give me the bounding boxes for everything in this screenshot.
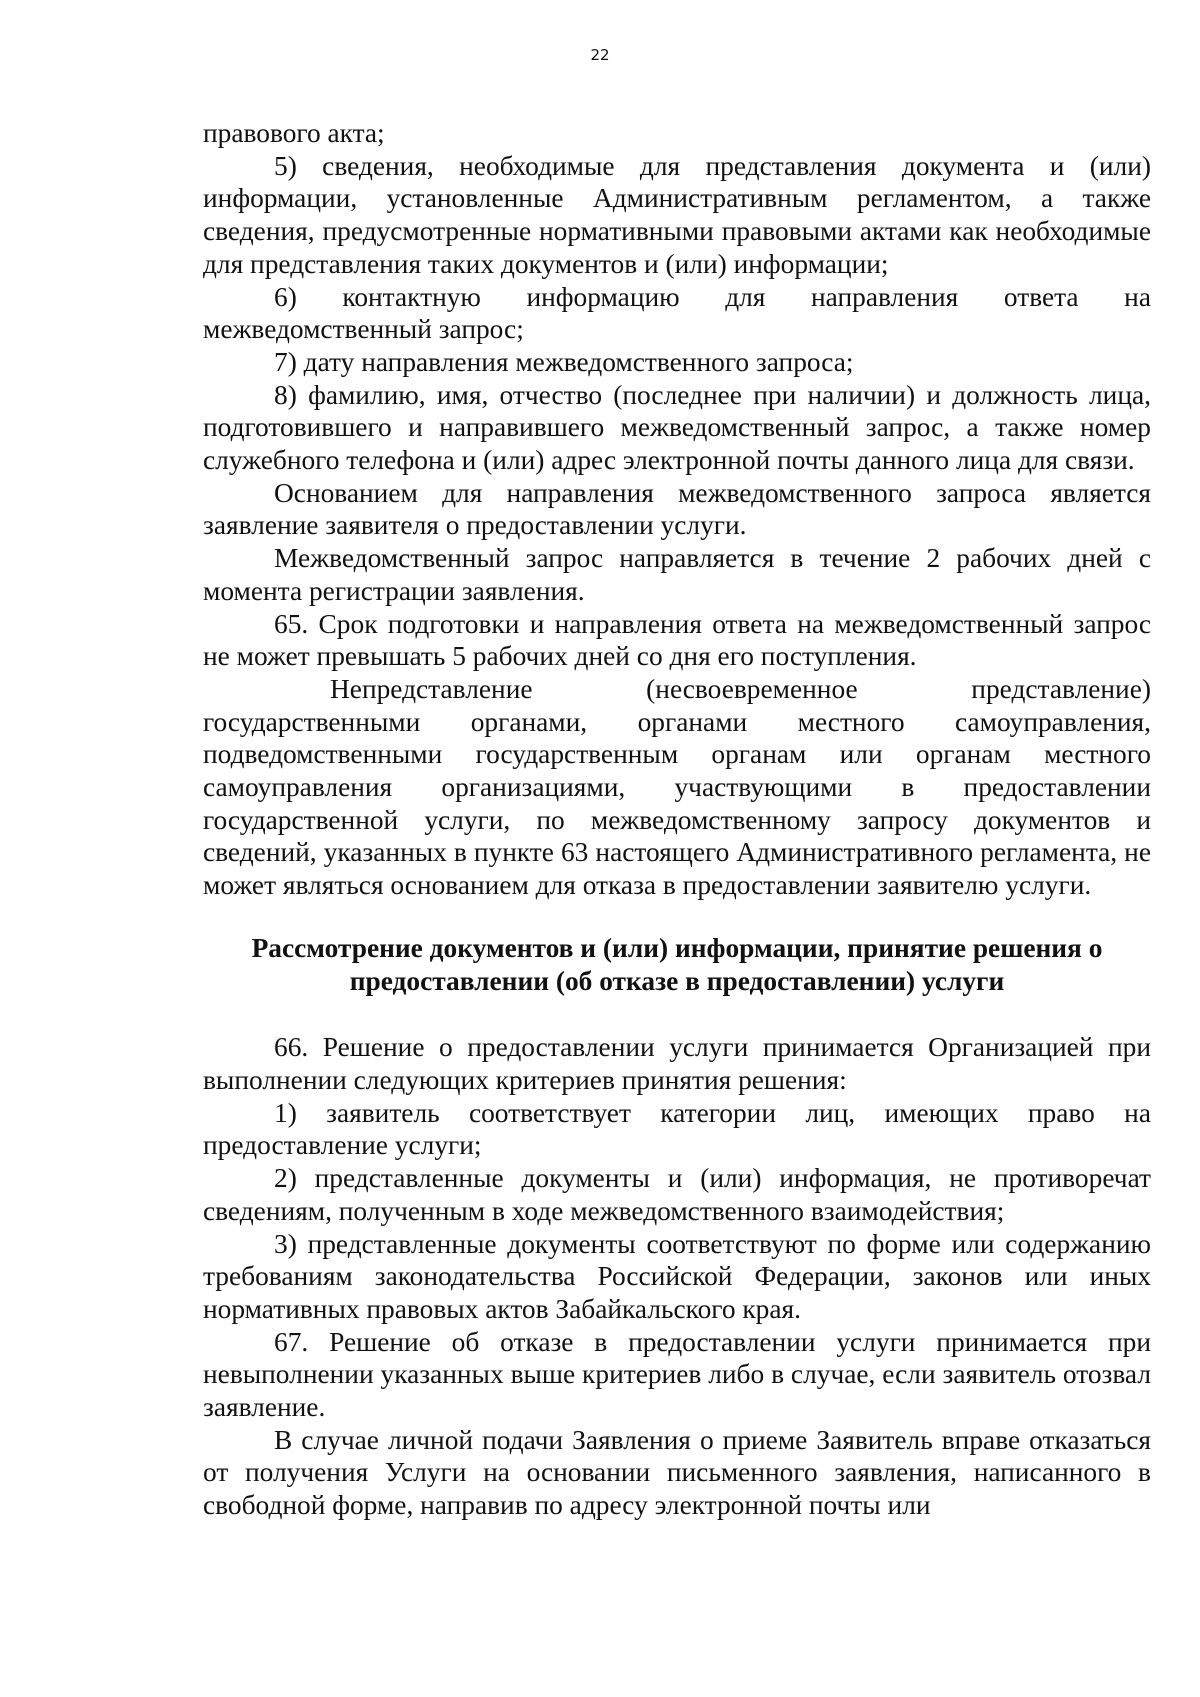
paragraph-criterion-2: 2) представленные документы и (или) информация, не противоречат сведениям, полученным в ходе межведомственного взаимодействия; [203,1163,1151,1226]
section-heading-line-2: предоставлении (об отказе в предоставлении) услуги [349,965,1005,996]
section-heading [203,932,1151,997]
paragraph-item-8: 8) фамилию, имя, отчество (последнее при наличии) и должность лица, подготовившего и направившего межведомственный запрос, а также номер служебного телефона и (или) адрес электронной почты данного лица для связи. [203,379,1151,476]
paragraph-refusal: В случае личной подачи Заявления о приеме Заявитель вправе отказаться от получения Услуги на основании письменного заявления, написанного в свободной форме, направив по адресу электронной почты или [203,1424,1151,1521]
paragraph-nonsubmission: Непредставление (несвоевременное представление) государственными органами, органами местного самоуправления, подведомственными государственным органам или органам местного самоуправления организациями, участвующими в предоставлении государственной услуги, по межведомственному запросу документов и сведений, указанных в пункте 63 настоящего Административного регламента, не может являться основанием для отказа в предоставлении заявителю услуги. [203,673,1151,901]
paragraph: правового акта; [203,118,385,148]
paragraph-item-5: 5) сведения, необходимые для представления документа и (или) информации, установленные Административным регламентом, а также сведения, предусмотренные нормативными правовыми актами как необходимые для представления таких документов и (или) информации; [203,150,1151,279]
paragraph-66: 66. Решение о предоставлении услуги принимается Организацией при выполнении следующих критериев принятия решения: [203,1032,1151,1095]
page-number: 22 [590,46,610,64]
paragraph-65: 65. Срок подготовки и направления ответа на межведомственный запрос не может превышать 5 рабочих дней со дня его поступления. [203,608,1151,672]
document-body [203,117,1151,1522]
paragraph-item-6: 6) контактную информацию для направления ответа на межведомственный запрос; [203,281,1151,345]
paragraph-criterion-3: 3) представленные документы соответствуют по форме или содержанию требованиям законодательства Российской Федерации, законов или иных нормативных правовых актов Забайкальского края. [203,1228,1151,1324]
paragraph-basis: Основанием для направления межведомственного запроса является заявление заявителя о предоставлении услуги. [203,477,1151,541]
section-heading-line-1: Рассмотрение документов и (или) информации, принятие решения о [251,932,1103,963]
paragraph-criterion-1: 1) заявитель соответствует категории лиц, имеющих право на предоставление услуги; [203,1097,1151,1161]
paragraph-request-term: Межведомственный запрос направляется в течение 2 рабочих дней с момента регистрации заявления. [203,543,1151,606]
paragraph-item-7: 7) дату направления межведомственного запроса; [274,346,854,377]
paragraph-67: 67. Решение об отказе в предоставлении услуги принимается при невыполнении указанных выше критериев либо в случае, если заявитель отозвал заявление. [203,1326,1151,1423]
